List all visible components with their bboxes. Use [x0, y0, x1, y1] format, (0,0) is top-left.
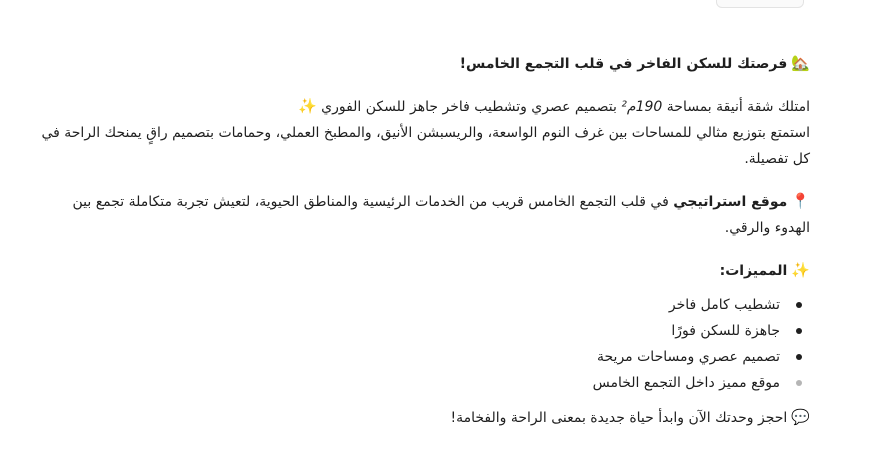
location-paragraph: [40, 188, 810, 241]
list-item: تشطيب كامل فاخر: [40, 292, 802, 318]
bullet-icon: [796, 354, 802, 360]
post-title-text: فرصتك للسكن الفاخر في قلب التجمع الخامس!: [459, 56, 788, 72]
pin-icon: 📍: [791, 192, 810, 210]
list-item: موقع مميز داخل التجمع الخامس: [40, 370, 802, 396]
bullet-icon: [796, 380, 802, 386]
list-item: تصميم عصري ومساحات مريحة: [40, 344, 802, 370]
sparkles-icon: ✨: [297, 97, 317, 115]
house-icon: 🏡: [791, 54, 810, 72]
sparkles-icon: ✨: [791, 261, 810, 279]
location-label: موقع استراتيجي: [673, 194, 788, 210]
bullet-icon: [796, 328, 802, 334]
cta-text: احجز وحدتك الآن وابدأ حياة جديدة بمعنى الراحة والفخامة!: [450, 410, 788, 426]
intro-text-prefix: امتلك شقة أنيقة بمساحة: [662, 99, 810, 115]
intro-area: 190م²: [621, 99, 663, 115]
bullet-icon: [796, 302, 802, 308]
intro-line-1: [40, 93, 810, 120]
post-title: [40, 50, 810, 77]
toolbar-chip[interactable]: [716, 0, 804, 8]
features-list: [40, 292, 810, 396]
listing-post: [40, 48, 810, 431]
speech-bubble-icon: 💬: [791, 408, 810, 426]
location-text: في قلب التجمع الخامس قريب من الخدمات الرئيسية والمناطق الحيوية، لتعيش تجربة متكاملة تجمع بين الهدوء والرقي.: [72, 194, 810, 236]
features-heading: [40, 257, 810, 284]
features-heading-text: المميزات:: [719, 263, 788, 279]
cta-line: [40, 404, 810, 431]
intro-text-suffix: بتصميم عصري وتشطيب فاخر جاهز للسكن الفوري: [321, 99, 622, 115]
intro-line-2: استمتع بتوزيع مثالي للمساحات بين غرف النوم الواسعة، والريسبشن الأنيق، والمطبخ العملي، وحمامات بتصميم راقٍ يمنحك الراحة في كل تفصيلة.: [41, 125, 810, 167]
list-item: جاهزة للسكن فورًا: [40, 318, 802, 344]
